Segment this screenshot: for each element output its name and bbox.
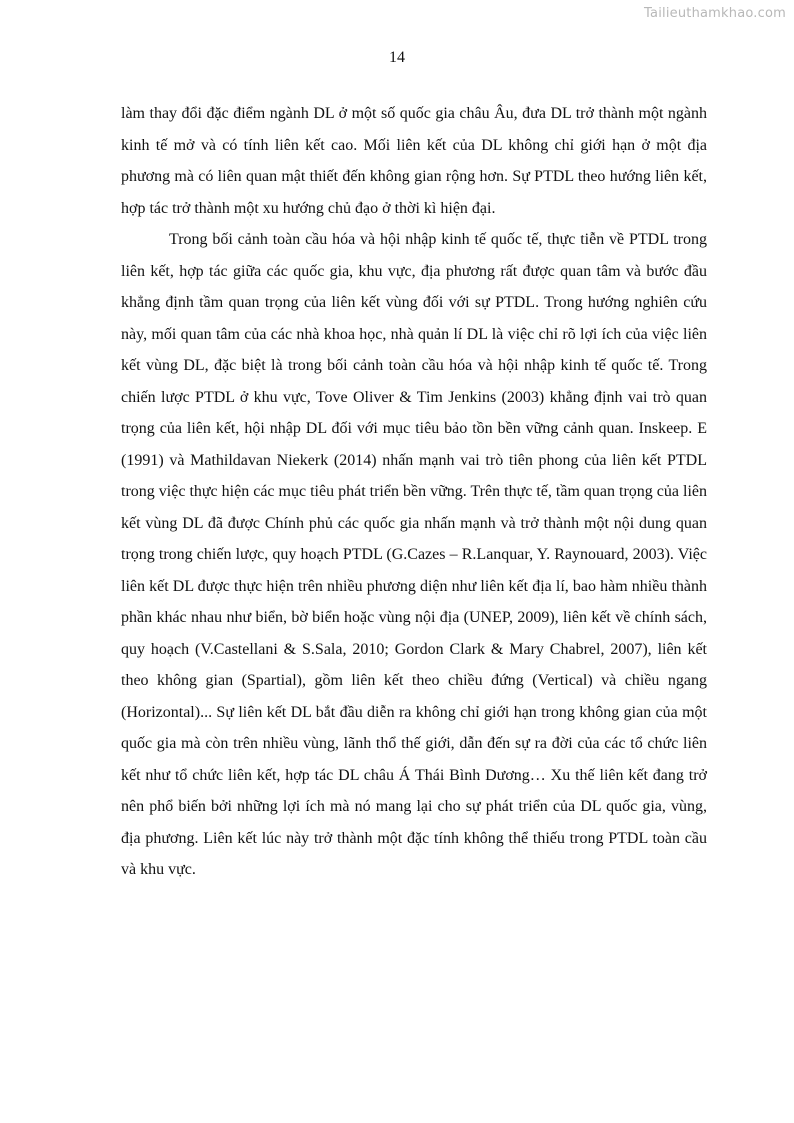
body-text: [121, 98, 707, 886]
paragraph-1: làm thay đổi đặc điểm ngành DL ở một số quốc gia châu Âu, đưa DL trở thành một ngành kinh tế mở và có tính liên kết cao. Mối liên kết của DL không chỉ giới hạn ở một địa phương mà có liên quan mật thiết đến không gian rộng hơn. Sự PTDL theo hướng liên kết, hợp tác trở thành một xu hướng chủ đạo ở thời kì hiện đại.: [121, 105, 707, 217]
page-number: 14: [389, 49, 405, 66]
watermark: Tailieuthamkhao.com: [644, 6, 786, 21]
paragraph-2: Trong bối cảnh toàn cầu hóa và hội nhập kinh tế quốc tế, thực tiễn về PTDL trong liên kết, hợp tác giữa các quốc gia, khu vực, địa phương rất được quan tâm và bước đầu khẳng định tầm quan trọng của liên kết vùng đối với sự PTDL. Trong hướng nghiên cứu này, mối quan tâm của các nhà khoa học, nhà quản lí DL là việc chỉ rõ lợi ích của việc liên kết vùng DL, đặc biệt là trong bối cảnh toàn cầu hóa và hội nhập kinh tế quốc tế. Trong chiến lược PTDL ở khu vực, Tove Oliver & Tim Jenkins (2003) khẳng định vai trò quan trọng của liên kết, hội nhập DL đối với mục tiêu bảo tồn bền vững cảnh quan. Inskeep. E (1991) và Mathildavan Niekerk (2014) nhấn mạnh vai trò tiên phong của liên kết PTDL trong việc thực hiện các mục tiêu phát triển bền vững. Trên thực tế, tầm quan trọng của liên kết vùng DL đã được Chính phủ các quốc gia nhấn mạnh và trở thành một nội dung quan trọng trong chiến lược, quy hoạch PTDL (G.Cazes – R.Lanquar, Y. Raynouard, 2003). Việc liên kết DL được thực hiện trên nhiều phương diện như liên kết địa lí, bao hàm nhiều thành phần khác nhau như biển, bờ biển hoặc vùng nội địa (UNEP, 2009), liên kết về chính sách, quy hoạch (V.Castellani & S.Sala, 2010; Gordon Clark & Mary Chabrel, 2007), liên kết theo không gian (Spartial), gồm liên kết theo chiều đứng (Vertical) và chiều ngang (Horizontal)... Sự liên kết DL bắt đầu diễn ra không chỉ giới hạn trong không gian của một quốc gia mà còn trên nhiều vùng, lãnh thổ thế giới, dẫn đến sự ra đời của các tổ chức liên kết như tổ chức liên kết, hợp tác DL châu Á Thái Bình Dương… Xu thế liên kết đang trở nên phổ biến bởi những lợi ích mà nó mang lại cho sự phát triển của DL quốc gia, vùng, địa phương. Liên kết lúc này trở thành một đặc tính không thể thiếu trong PTDL toàn cầu và khu vực.: [121, 231, 707, 878]
